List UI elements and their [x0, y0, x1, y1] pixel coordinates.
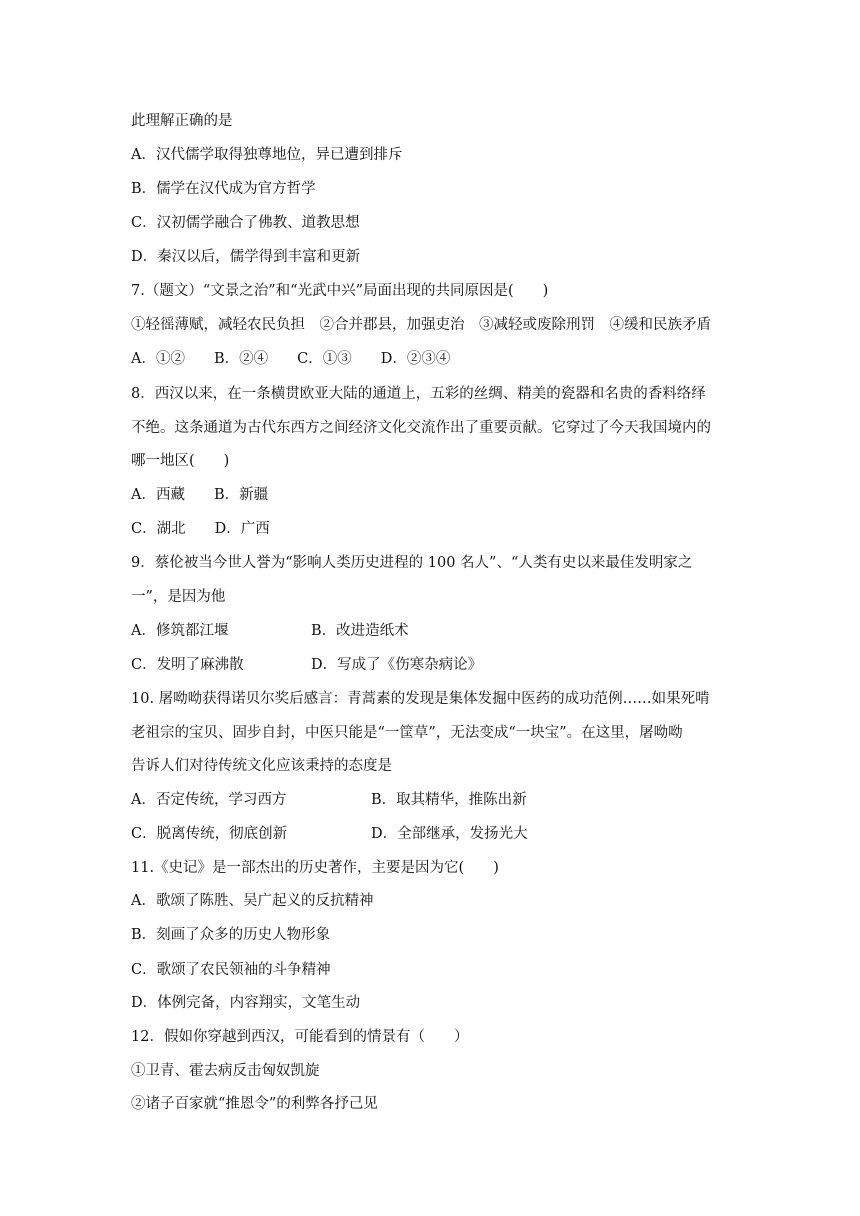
q10-option-d: D．全部继承，发扬光大: [371, 826, 528, 842]
q8-stem-line-1: 8．西汉以来，在一条横贯欧亚大陆的通道上，五彩的丝绸、精美的瓷器和名贵的香料络绎: [131, 386, 706, 402]
q8-options-ab: A．西藏 B．新疆: [131, 487, 269, 503]
q9-stem-line-1: 9．蔡伦被当今世人誉为“影响人类历史进程的 100 名人”、“人类有史以来最佳发明家之: [131, 555, 693, 571]
q8-options-cd: C．湖北 D．广西: [131, 521, 270, 537]
q10-stem-line-1: 10. 屠呦呦获得诺贝尔奖后感言：青蒿素的发现是集体发掘中医药的成功范例……如果死啃: [131, 691, 710, 707]
q8-stem-line-2: 不绝。这条通道为古代东西方之间经济文化交流作出了重要贡献。它穿过了今天我国境内的: [131, 420, 711, 436]
q7-options: A．①② B．②④ C．①③ D．②③④: [131, 351, 451, 367]
q10-option-c: C．脱离传统，彻底创新: [131, 826, 288, 842]
q9-option-a: A．修筑都江堰: [131, 623, 229, 639]
q7-statements: ①轻徭薄赋，减轻农民负担 ②合并郡县，加强吏治 ③减轻或废除刑罚 ④缓和民族矛盾: [131, 317, 711, 333]
q6-option-d: D．秦汉以后，儒学得到丰富和更新: [131, 249, 361, 265]
q9-option-d: D．写成了《伤寒杂病论》: [311, 657, 483, 673]
q11-option-d: D．体例完备，内容翔实，文笔生动: [131, 995, 361, 1011]
q9-stem-line-2: 一”，是因为他: [131, 589, 226, 605]
q6-option-c: C．汉初儒学融合了佛教、道教思想: [131, 215, 360, 231]
q10-stem-line-3: 告诉人们对待传统文化应该秉持的态度是: [131, 758, 392, 774]
q9-option-c: C．发明了麻沸散: [131, 657, 244, 673]
q6-stem-end: 此理解正确的是: [131, 113, 233, 129]
q6-option-a: A．汉代儒学取得独尊地位，异已遭到排斥: [131, 147, 403, 163]
q9-option-b: B．改进造纸术: [311, 623, 409, 639]
q6-option-b: B．儒学在汉代成为官方哲学: [131, 181, 316, 197]
q10-stem-line-2: 老祖宗的宝贝、固步自封，中医只能是“一筐草”，无法变成“一块宝”。在这里，屠呦呦: [131, 725, 683, 741]
q10-option-a: A．否定传统，学习西方: [131, 792, 287, 808]
q12-statement-2: ②诸子百家就“推恩令”的利弊各抒己见: [131, 1096, 378, 1112]
q11-option-b: B．刻画了众多的历史人物形象: [131, 927, 331, 943]
q8-stem-line-3: 哪一地区( ): [131, 453, 230, 469]
q12-stem: 12．假如你穿越到西汉，可能看到的情景有（ ）: [131, 1029, 469, 1045]
q11-stem: 11.《史记》是一部杰出的历史著作，主要是因为它( ): [131, 860, 499, 876]
q12-statement-1: ①卫青、霍去病反击匈奴凯旋: [131, 1063, 320, 1079]
q11-option-c: C．歌颂了农民领袖的斗争精神: [131, 962, 331, 978]
q10-option-b: B．取其精华，推陈出新: [371, 792, 527, 808]
q7-stem: 7.（题文）“文景之治”和“光武中兴”局面出现的共同原因是( ): [131, 283, 549, 299]
q11-option-a: A．歌颂了陈胜、吴广起义的反抗精神: [131, 893, 374, 909]
